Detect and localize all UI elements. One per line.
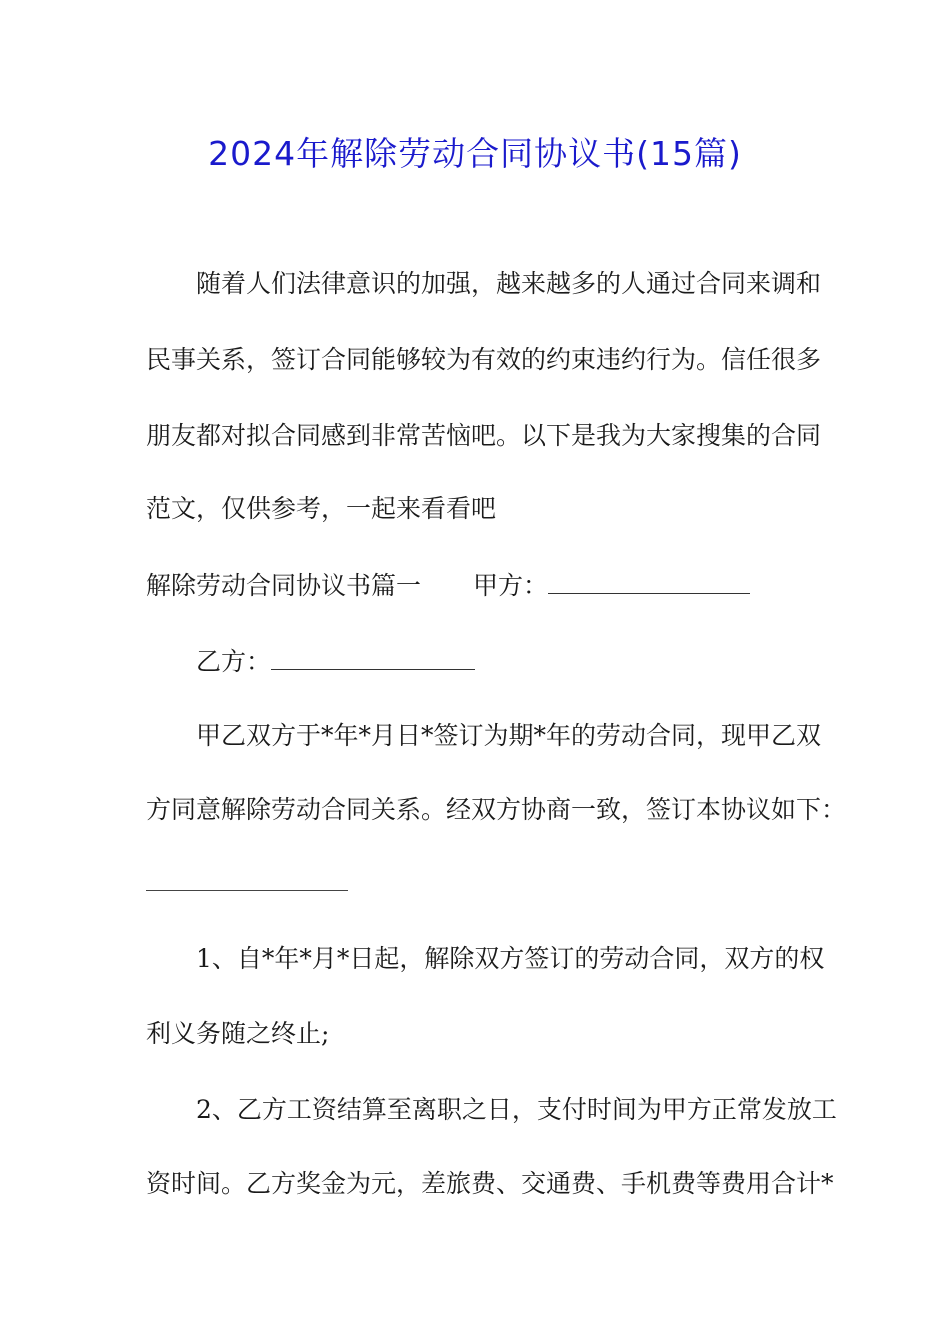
clause-2-line-1: 2、乙方工资结算至离职之日，支付时间为甲方正常发放工 (196, 1095, 837, 1124)
document-title: 2024年解除劳动合同协议书(15篇) (208, 134, 742, 173)
clause-1-line-2: 利义务随之终止; (146, 1019, 330, 1048)
intro-line-4: 范文，仅供参考，一起来看看吧 (146, 494, 497, 523)
party-b-row (196, 644, 475, 680)
clause-1-line-1: 1、自*年*月*日起，解除双方签订的劳动合同，双方的权 (196, 944, 825, 973)
agreement-line-1: 甲乙双方于*年*月日*签订为期*年的劳动合同，现甲乙双 (196, 721, 822, 750)
blank-rule (146, 890, 348, 891)
agreement-line-2: 方同意解除劳动合同关系。经双方协商一致，签订本协议如下： (146, 795, 847, 824)
party-a-label: 甲方： (473, 571, 549, 600)
intro-line-2: 民事关系，签订合同能够较为有效的约束违约行为。信任很多 (146, 345, 822, 374)
clause-2-line-2: 资时间。乙方奖金为元，差旅费、交通费、手机费等费用合计* (146, 1169, 834, 1198)
intro-line-1: 随着人们法律意识的加强，越来越多的人通过合同来调和 (196, 269, 822, 298)
section-heading-row (146, 568, 750, 604)
party-b-blank (271, 645, 475, 670)
intro-line-3: 朋友都对拟合同感到非常苦恼吧。以下是我为大家搜集的合同 (146, 421, 822, 450)
section-heading: 解除劳动合同协议书篇一 (146, 571, 422, 600)
party-a-blank (548, 569, 750, 594)
party-b-label: 乙方： (196, 647, 272, 676)
